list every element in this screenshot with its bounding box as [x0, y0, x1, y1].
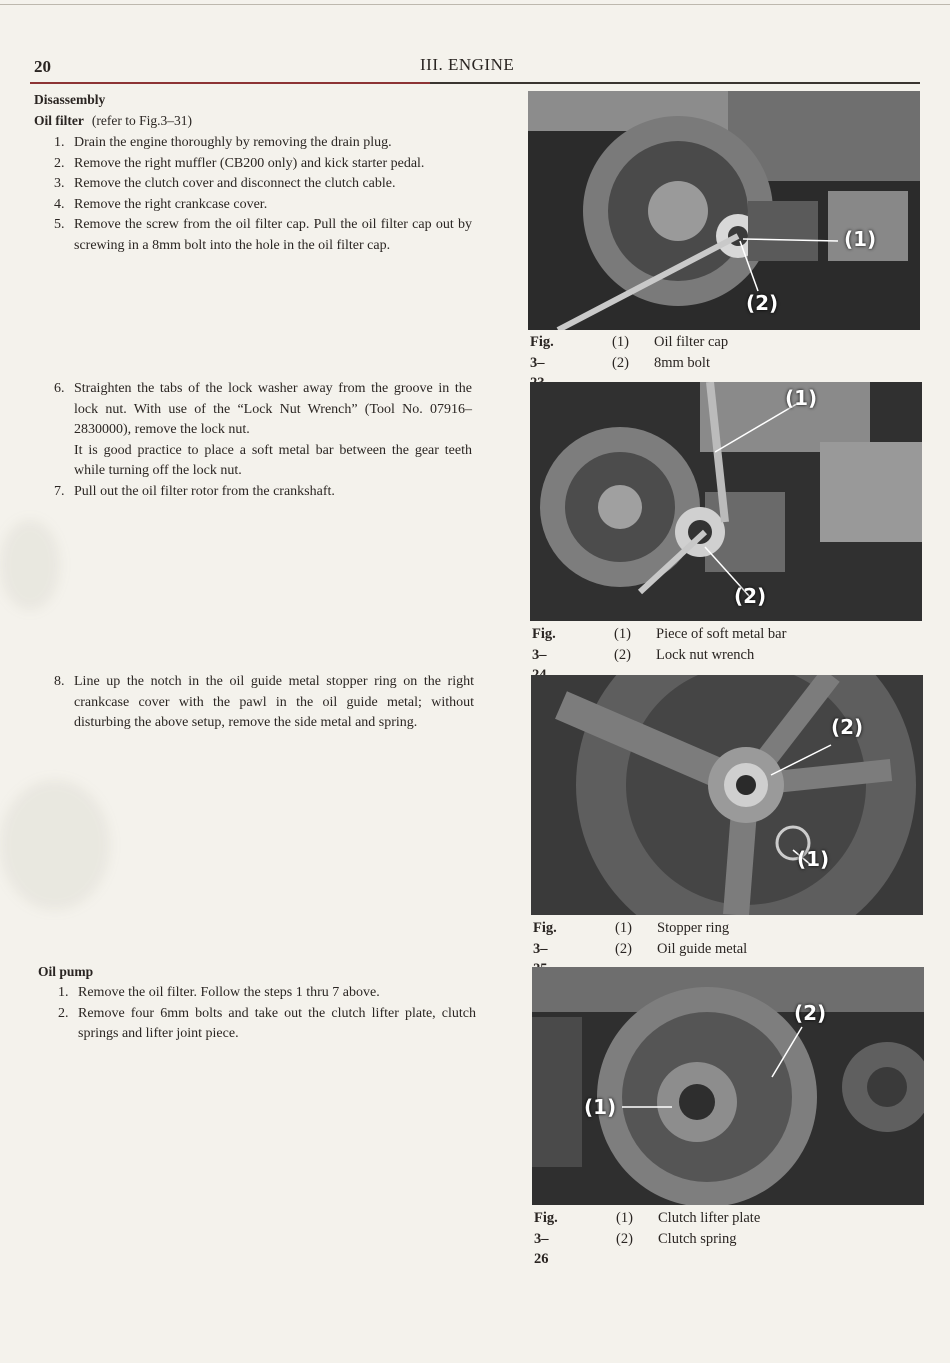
- running-head: III. ENGINE: [420, 55, 515, 74]
- header-rule-accent: [30, 82, 430, 84]
- step-item: 1. Remove the oil filter. Follow the steps 1 thru 7 above.: [58, 985, 380, 1000]
- callout-label: (2): [734, 584, 767, 608]
- paper-stain: [0, 780, 110, 910]
- callout-label: (1): [844, 227, 877, 251]
- oil-filter-heading: [34, 113, 192, 129]
- callout-label: (2): [794, 1001, 827, 1025]
- caption-item: (2) 8mm bolt: [612, 355, 710, 371]
- figure-3-23-photo: [528, 91, 920, 330]
- figure-label: Fig. 3–: [532, 626, 556, 663]
- step-item: 6. Straighten the tabs of the lock washer away from the groove in the lock nut. With use of the “Lock Nut Wrench” (Tool No. 07916–2830000), remove the lock nut. It is good practice to place a soft metal bar between the gear teeth while turning off the lock nut.: [34, 379, 472, 482]
- callout-label: (1): [797, 847, 830, 871]
- step-item: 5. Remove the screw from the oil filter cap. Pull the oil filter cap out by screwing in a 8mm bolt into the hole in the oil filter cap.: [54, 217, 472, 253]
- oil-filter-steps-c: [34, 672, 474, 734]
- figure-label: Fig. 3–: [530, 334, 554, 371]
- caption-item: (2) Lock nut wrench: [614, 647, 755, 663]
- step-item: 8. Line up the notch in the oil guide metal stopper ring on the right crankcase cover with the pawl in the oil guide metal; without disturbing the above setup, remove the side metal and spring.: [54, 674, 474, 730]
- figure-3-24-photo: [530, 382, 922, 621]
- caption-item: (1) Oil filter cap: [612, 334, 729, 350]
- step-item: 2. Remove the right muffler (CB200 only) and kick starter pedal.: [54, 155, 425, 171]
- caption-item: (1) Stopper ring: [615, 920, 730, 936]
- figure-label: Fig. 3–26: [534, 1210, 558, 1267]
- paper-stain: [0, 520, 60, 610]
- callout-label: (2): [831, 715, 864, 739]
- page-edge-line: [0, 4, 950, 5]
- caption-item: (1) Clutch lifter plate: [616, 1210, 761, 1226]
- oil-pump-steps: [38, 983, 476, 1045]
- callout-label: (1): [785, 386, 818, 410]
- callout-label: (1): [584, 1095, 617, 1119]
- caption-item: (1) Piece of soft metal bar: [614, 626, 787, 642]
- step-item: 2. Remove four 6mm bolts and take out the clutch lifter plate, clutch springs and lifter joint piece.: [58, 1005, 476, 1041]
- callout-label: (2): [746, 291, 779, 315]
- step-item: 7. Pull out the oil filter rotor from the crankshaft.: [54, 483, 335, 499]
- step-item: 3. Remove the clutch cover and disconnect the clutch cable.: [54, 176, 396, 191]
- figure-label: Fig. 3–: [533, 920, 557, 957]
- section-heading: Disassembly: [34, 92, 106, 107]
- step-note: It is good practice to place a soft metal bar between the gear teeth while turning off the lock nut.: [74, 442, 472, 478]
- step-item: 4. Remove the right crankcase cover.: [54, 196, 268, 212]
- figure-3-26-photo: [532, 967, 924, 1205]
- oil-pump-heading: Oil pump: [38, 964, 94, 979]
- oil-filter-title: Oil filter: [34, 113, 84, 128]
- figure-reference: (refer to Fig.3–31): [91, 113, 192, 128]
- caption-item: (2) Oil guide metal: [615, 941, 748, 957]
- page-number: 20: [34, 57, 51, 76]
- figure-3-25-photo: [531, 675, 923, 915]
- oil-filter-steps-a: [34, 133, 472, 256]
- caption-item: (2) Clutch spring: [616, 1231, 737, 1247]
- step-item: 1. Drain the engine thoroughly by removing the drain plug.: [54, 135, 392, 150]
- oil-filter-steps-b: [34, 379, 472, 502]
